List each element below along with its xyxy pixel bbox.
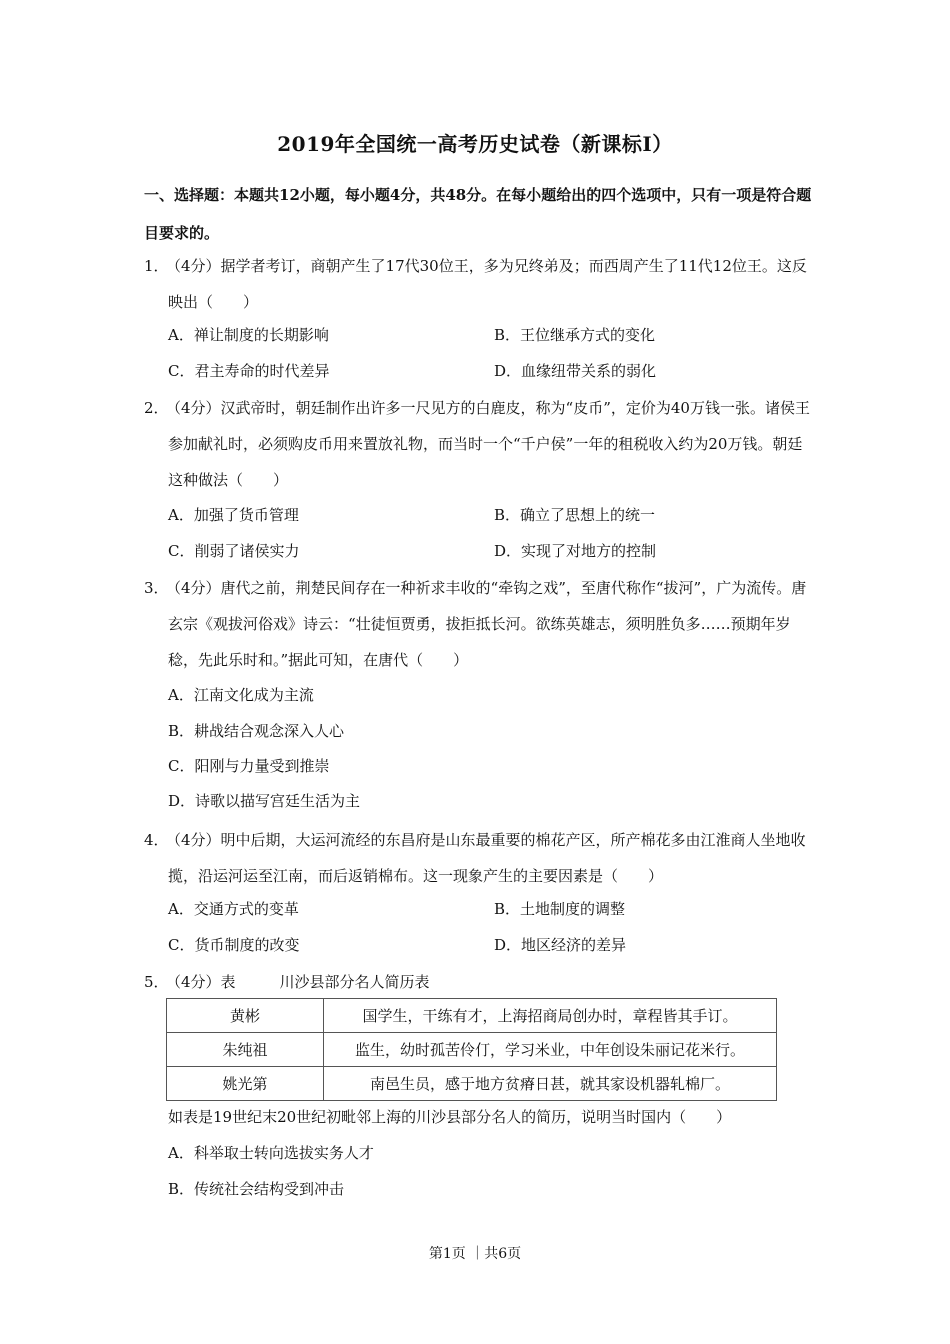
question-stem: （4分）唐代之前，荆楚民间存在一种祈求丰收的“牵钩之戏”，至唐代称作“拔河”，广为流传。唐玄宗《观拔河俗戏》诗云：“壮徒恒贾勇，拔拒抵长河。欲练英雄志，须明胜负多……预期年岁稔，先此乐时和。”据此可知，在唐代（ ） xyxy=(166,579,807,669)
option-a: A．交通方式的变革 xyxy=(168,900,299,918)
question-stem xyxy=(168,964,816,1000)
section-heading: 一、选择题：本题共12小题，每小题4分，共48分。在每小题给出的四个选项中，只有一项是符合题目要求的。 xyxy=(144,186,812,242)
option-b: B．确立了思想上的统一 xyxy=(494,506,656,524)
question-stem: （4分）明中后期，大运河流经的东昌府是山东最重要的棉花产区，所产棉花多由江淮商人坐地收揽，沿运河运至江南，而后返销棉布。这一现象产生的主要因素是（ ） xyxy=(166,831,806,885)
question-number: 1． xyxy=(144,257,169,275)
table-cell-name: 姚光第 xyxy=(167,1067,324,1101)
table-caption: 川沙县部分名人简历表 xyxy=(279,973,430,991)
question-number: 5． xyxy=(144,973,169,991)
option-d: D．地区经济的差异 xyxy=(494,936,627,954)
page-footer: 第1页 ｜共6页 xyxy=(428,1246,522,1262)
question-1 xyxy=(144,248,816,320)
table-cell-bio: 监生，幼时孤苦伶仃，学习米业，中年创设朱丽记花米行。 xyxy=(324,1033,777,1067)
option-b: B．土地制度的调整 xyxy=(494,900,626,918)
question-number: 4． xyxy=(144,831,169,849)
table-cell-bio: 南邑生员，感于地方贫瘠日甚，就其家设机器轧棉厂。 xyxy=(324,1067,777,1101)
option-d: D．诗歌以描写宫廷生活为主 xyxy=(168,792,361,810)
table-cell-name: 朱纯祖 xyxy=(167,1033,324,1067)
biography-table xyxy=(166,998,777,1101)
question-number: 2． xyxy=(144,399,169,417)
option-c: C．削弱了诸侯实力 xyxy=(168,542,300,560)
table-row xyxy=(167,1033,777,1067)
option-a: A．加强了货币管理 xyxy=(168,506,299,524)
option-c: C．阳刚与力量受到推崇 xyxy=(168,757,330,775)
table-row xyxy=(167,999,777,1033)
option-b: B．王位继承方式的变化 xyxy=(494,326,656,344)
question-4 xyxy=(144,822,816,894)
option-a: A．江南文化成为主流 xyxy=(168,686,314,704)
option-d: D．血缘纽带关系的弱化 xyxy=(494,362,657,380)
option-c: C．货币制度的改变 xyxy=(168,936,300,954)
table-row xyxy=(167,1067,777,1101)
question-stem-continued: 如表是19世纪末20世纪初毗邻上海的川沙县部分名人的简历，说明当时国内（ ） xyxy=(168,1108,732,1126)
page-title: 2019年全国统一高考历史试卷（新课标Ⅰ） xyxy=(277,132,673,156)
question-stem: （4分）汉武帝时，朝廷制作出许多一尺见方的白鹿皮，称为“皮币”，定价为40万钱一张。诸侯王参加献礼时，必须购皮币用来置放礼物，而当时一个“千户侯”一年的租税收入约为20万钱。朝廷这种做法（ ） xyxy=(166,399,810,489)
question-stem: （4分）据学者考订，商朝产生了17代30位王，多为兄终弟及；而西周产生了11代12位王。这反映出（ ） xyxy=(166,257,807,311)
option-b: B．耕战结合观念深入人心 xyxy=(168,722,345,740)
option-a: A．科举取士转向选拔实务人才 xyxy=(168,1144,374,1162)
option-d: D．实现了对地方的控制 xyxy=(494,542,657,560)
question-stem-prefix: （4分）表 xyxy=(166,973,236,991)
option-c: C．君主寿命的时代差异 xyxy=(168,362,330,380)
question-5 xyxy=(144,964,816,1000)
option-b: B．传统社会结构受到冲击 xyxy=(168,1180,345,1198)
table-cell-name: 黄彬 xyxy=(167,999,324,1033)
table-cell-bio: 国学生，干练有才，上海招商局创办时，章程皆其手订。 xyxy=(324,999,777,1033)
option-a: A．禅让制度的长期影响 xyxy=(168,326,329,344)
question-2 xyxy=(144,390,816,498)
question-number: 3． xyxy=(144,579,169,597)
question-3 xyxy=(144,570,816,678)
